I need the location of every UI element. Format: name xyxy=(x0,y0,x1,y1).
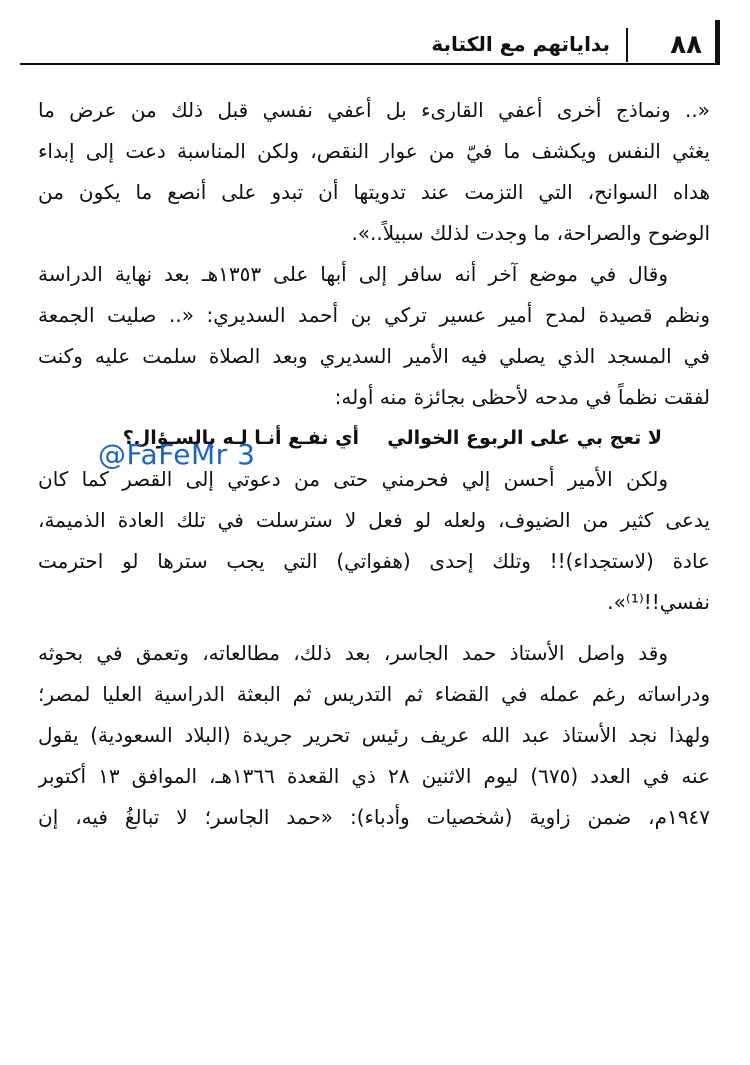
header-edge-bar xyxy=(715,20,720,64)
text-line: ١٩٤٧م، ضمن زاوية (شخصيات وأدباء): «حمد الجاسر؛ لا تبالغُ فيه، إن xyxy=(38,805,710,829)
text-line: ودراساته رغم عمله في القضاء ثم التدريس ثم البعثة الدراسية العليا لمصر؛ xyxy=(38,682,710,706)
text-line: عادة (لاستجداء)!! وتلك إحدى (هفواتي) التي يجب سترها لو احترمت xyxy=(38,549,710,573)
text-line: ولهذا نجد الأستاذ عبد الله عريف رئيس تحرير جريدة (البلاد السعودية) يقول xyxy=(38,723,710,747)
text-line: ونظم قصيدة لمدح أمير عسير تركي بن أحمد السديري: «.. صليت الجمعة xyxy=(38,303,710,327)
text-line: وقال في موضع آخر أنه سافر إلى أبها على ١٣٥٣هـ بعد نهاية الدراسة xyxy=(38,262,669,286)
text-line: يدعى كثير من الضيوف، ولعله لو فعل لا سترسلت في تلك العادة الذميمة، xyxy=(38,508,710,532)
verse-first-hemistich: لا تعج بي على الربوع الخوالي xyxy=(387,427,662,449)
header-rule xyxy=(20,63,720,65)
text-line: الوضوح والصراحة، ما وجدت لذلك سبيلاً..». xyxy=(351,221,710,245)
text-line: نفسي!!⁽¹⁾». xyxy=(607,590,710,614)
page-header xyxy=(20,12,720,64)
text-line: في المسجد الذي يصلي فيه الأمير السديري وبعد الصلاة سلمت عليه وكنت xyxy=(38,344,710,368)
text-line: «.. ونماذج أخرى أعفي القارىء بل أعفي نفسي قبل ذلك من عرض ما xyxy=(38,98,710,122)
text-line: عنه في العدد (٦٧٥) ليوم الاثنين ٢٨ ذي القعدة ١٣٦٦هـ، الموافق ١٣ أكتوبر xyxy=(38,764,710,788)
text-line: ولكن الأمير أحسن إلي فحرمني حتى من دعوتي إلى القصر كما كان xyxy=(38,467,668,491)
text-line: يغثي النفس ويكشف ما فيّ من عوار النقص، ولكن المناسبة دعت إلى إبداء xyxy=(38,139,710,163)
verse-second-hemistich: أي نفـع أنـا لـه بالسـؤال؟ xyxy=(122,427,359,449)
text-line: هداه السوانح، التي التزمت عند تدويتها أن تبدو على أنصع ما يكون من xyxy=(38,180,710,204)
header-separator xyxy=(626,28,628,62)
text-line: وقد واصل الأستاذ حمد الجاسر، بعد ذلك، مطالعاته، وتعمق في بحوثه xyxy=(38,641,668,665)
watermark-handle: @FaFeMr 3 xyxy=(98,438,256,471)
running-title: بداياتهم مع الكتابة xyxy=(431,32,610,56)
page-number: ٨٨ xyxy=(670,30,702,60)
text-line: لفقت نظماً في مدحه لأحظى بجائزة منه أوله: xyxy=(334,385,710,409)
